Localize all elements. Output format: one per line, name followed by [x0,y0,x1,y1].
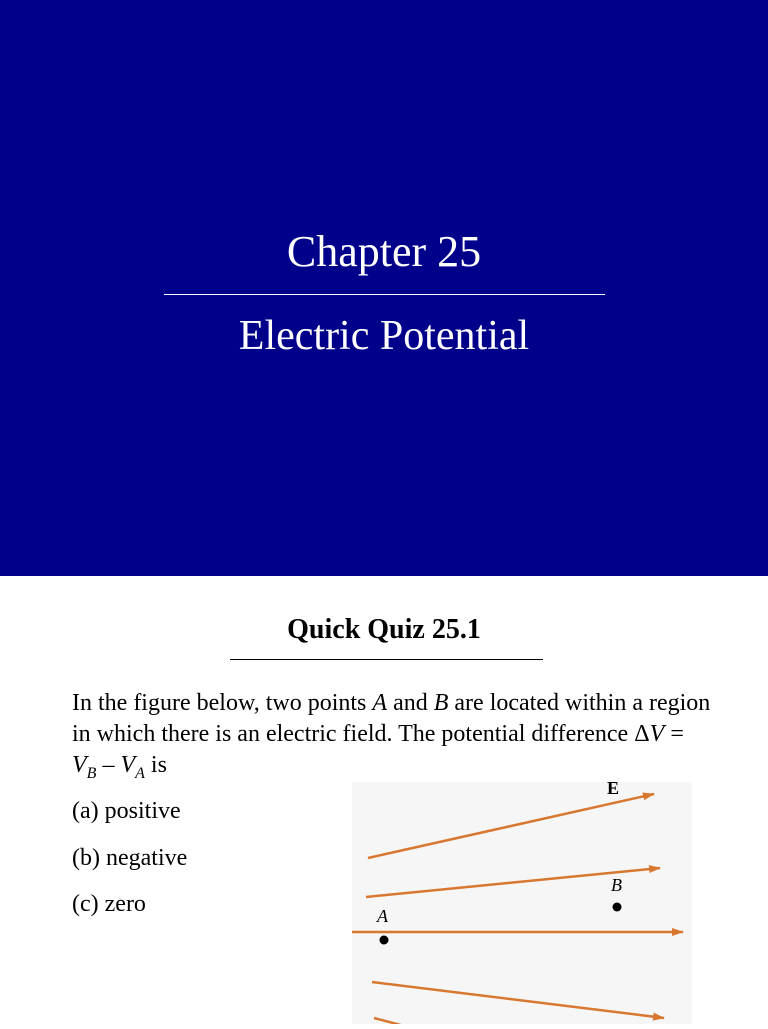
field-label-e: E [607,782,620,798]
figure-background [352,782,692,1024]
quiz-question [72,688,712,789]
chapter-subtitle: Electric Potential [238,313,530,359]
quiz-title-divider [230,659,543,660]
question-text-1: In the figure below, two points [72,690,373,716]
point-b-ref: B [433,690,449,716]
point-b-label: B [611,875,622,895]
minus-sign: – [96,752,121,778]
quiz-title: Quick Quiz 25.1 [287,614,481,645]
electric-field-figure [352,782,692,1024]
v-a-symbol: V [120,752,136,778]
equals-sign: = [664,721,684,747]
option-b: (b) negative [72,845,188,871]
point-a-ref: A [372,690,388,716]
v-b-symbol: V [72,752,87,778]
chapter-title: Chapter 25 [286,227,482,276]
v-b-subscript: B [86,764,97,782]
point-b-dot [613,903,622,912]
question-text-2: and [387,690,434,716]
quiz-slide [0,576,768,1024]
field-diagram [352,782,692,1024]
question-text-3: are located within a region in which there is an electric field. The potential difference [72,690,711,747]
point-a-dot [380,936,389,945]
option-a: (a) positive [72,798,181,824]
option-c: (c) zero [72,891,146,917]
v-a-subscript: A [135,764,145,782]
point-a-label: A [377,906,388,926]
question-text-4: is [144,752,167,778]
title-divider [164,294,605,295]
delta-v-symbol: ΔV [634,721,665,747]
